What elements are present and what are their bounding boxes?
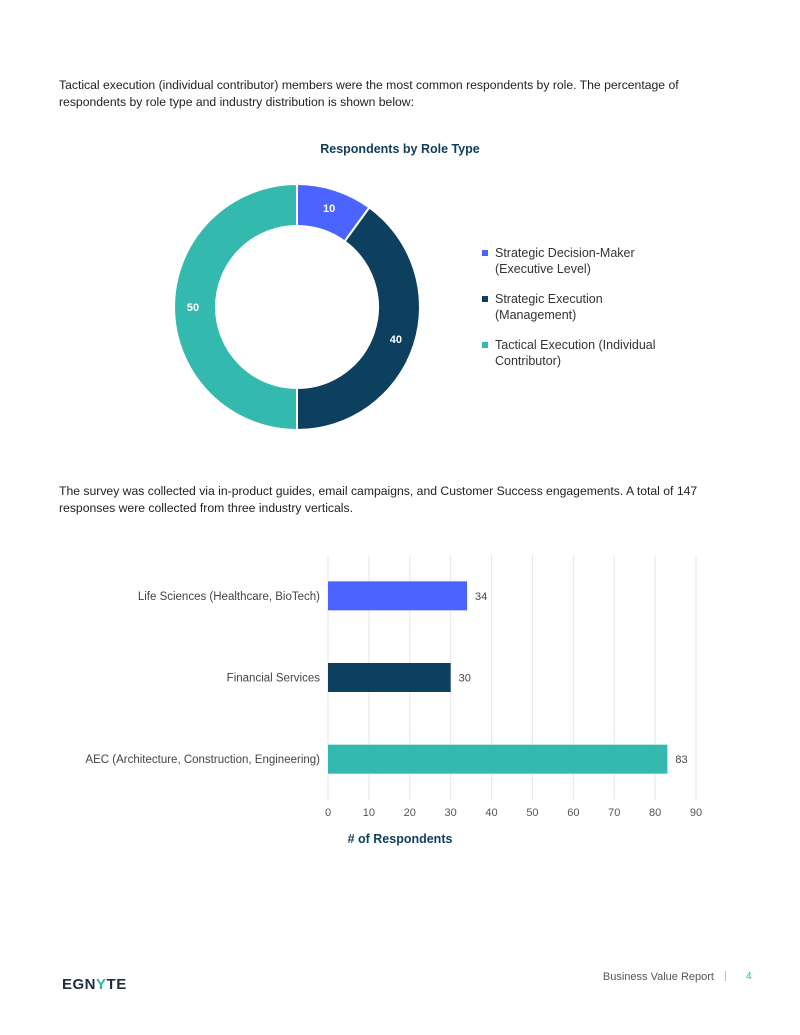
donut-legend [482,245,682,383]
y-category-label: AEC (Architecture, Construction, Engineering) [85,754,320,767]
intro-paragraph: Tactical execution (individual contributor) members were the most common respondents by role. The percentage of respondents by role type and industry distribution is shown below: [59,78,679,109]
footer-separator: | [724,970,727,982]
donut-chart-title: Respondents by Role Type [320,142,480,156]
legend-label: Strategic Execution (Management) [495,292,603,322]
bar [328,581,467,610]
y-category-label: Life Sciences (Healthcare, BioTech) [137,590,320,603]
legend-label: Strategic Decision-Maker (Executive Level) [495,246,635,276]
legend-swatch [482,296,488,302]
x-tick-label: 0 [324,807,332,819]
bar-data-label: 83 [675,754,688,767]
x-tick-label: 80 [648,807,662,819]
x-tick-label: 90 [689,807,703,819]
x-tick-label: 30 [444,807,457,819]
x-tick-label: 60 [567,807,580,819]
y-category-label: Financial Services [226,672,320,685]
legend-item [482,245,682,277]
x-tick-label: 40 [485,807,498,819]
bar [328,663,451,692]
industry-bar-chart [0,545,800,835]
survey-paragraph: The survey was collected via in-product guides, email campaigns, and Customer Success engagements. A total of 147 responses were collected from three industry verticals. [59,484,698,515]
donut-data-label: 50 [186,302,200,314]
x-tick-label: 20 [403,807,416,819]
page-number: 4 [746,971,752,982]
donut-data-label: 10 [323,203,336,216]
x-tick-label: 70 [608,807,621,819]
donut-data-label: 40 [389,334,403,347]
x-tick-label: 10 [362,807,376,819]
legend-item [482,291,682,323]
donut-slice [297,207,420,430]
legend-swatch [482,342,488,348]
legend-swatch [482,250,488,256]
bar-data-label: 30 [458,672,471,685]
role-type-donut-chart [160,170,440,450]
bar [328,745,667,774]
bar-chart-x-axis-label: # of Respondents [347,832,453,846]
egnyte-logo: EGNYTE [62,976,127,993]
x-tick-label: 50 [526,807,539,819]
logo-y-icon: Y [96,976,107,993]
bar-data-label: 34 [475,590,488,603]
footer-report-name: Business Value Report [602,971,714,983]
legend-item [482,337,682,369]
legend-label: Tactical Execution (Individual Contributor) [495,338,656,368]
